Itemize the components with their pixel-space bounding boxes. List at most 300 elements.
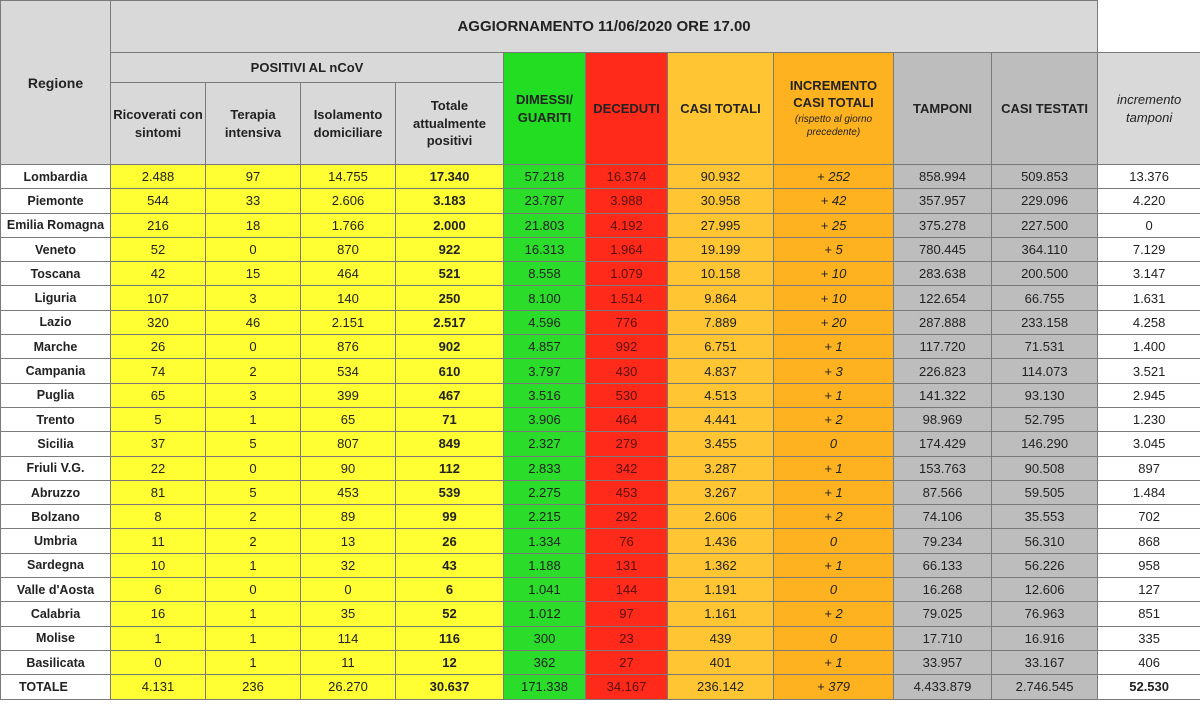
totale-positivi-value: 922	[396, 237, 504, 261]
terapia-value: 15	[206, 262, 301, 286]
terapia-value: 0	[206, 237, 301, 261]
incremento-value: + 42	[774, 189, 894, 213]
table-row	[1, 335, 1200, 359]
ricoverati-value: 42	[111, 262, 206, 286]
region-name: Molise	[1, 626, 111, 650]
isolamento-value: 876	[301, 335, 396, 359]
deceduti-value: 4.192	[586, 213, 668, 237]
tamponi-value: 17.710	[894, 626, 992, 650]
header-regione: Regione	[1, 1, 111, 165]
casi-totali-value: 4.513	[668, 383, 774, 407]
terapia-value: 236	[206, 675, 301, 699]
header-incremento-label: INCREMENTO CASI TOTALI	[789, 77, 878, 110]
totale-positivi-value: 849	[396, 432, 504, 456]
dimessi-value: 16.313	[504, 237, 586, 261]
incremento-value: + 1	[774, 456, 894, 480]
incremento-tamponi-value: 3.045	[1098, 432, 1200, 456]
region-name: Puglia	[1, 383, 111, 407]
table-row	[1, 383, 1200, 407]
incremento-value: + 1	[774, 335, 894, 359]
incremento-tamponi-value: 7.129	[1098, 237, 1200, 261]
dimessi-value: 300	[504, 626, 586, 650]
ricoverati-value: 216	[111, 213, 206, 237]
casi-testati-value: 66.755	[992, 286, 1098, 310]
region-name: Piemonte	[1, 189, 111, 213]
deceduti-value: 464	[586, 407, 668, 431]
region-name: Liguria	[1, 286, 111, 310]
tamponi-value: 4.433.879	[894, 675, 992, 699]
header-casi-testati: CASI TESTATI	[992, 53, 1098, 165]
ricoverati-value: 107	[111, 286, 206, 310]
terapia-value: 97	[206, 165, 301, 189]
region-name: Lombardia	[1, 165, 111, 189]
terapia-value: 5	[206, 480, 301, 504]
ricoverati-value: 11	[111, 529, 206, 553]
terapia-value: 1	[206, 650, 301, 674]
totale-positivi-value: 467	[396, 383, 504, 407]
incremento-value: + 1	[774, 383, 894, 407]
deceduti-value: 530	[586, 383, 668, 407]
region-name: Bolzano	[1, 505, 111, 529]
ricoverati-value: 52	[111, 237, 206, 261]
table-row	[1, 213, 1200, 237]
incremento-tamponi-value: 0	[1098, 213, 1200, 237]
isolamento-value: 140	[301, 286, 396, 310]
totale-positivi-value: 2.000	[396, 213, 504, 237]
casi-totali-value: 6.751	[668, 335, 774, 359]
terapia-value: 1	[206, 553, 301, 577]
deceduti-value: 27	[586, 650, 668, 674]
tamponi-value: 117.720	[894, 335, 992, 359]
ricoverati-value: 4.131	[111, 675, 206, 699]
incremento-tamponi-value: 2.945	[1098, 383, 1200, 407]
casi-totali-value: 401	[668, 650, 774, 674]
header-deceduti: DECEDUTI	[586, 53, 668, 165]
deceduti-value: 144	[586, 578, 668, 602]
header-dimessi	[504, 53, 586, 165]
header-casi-totali: CASI TOTALI	[668, 53, 774, 165]
incremento-value: + 10	[774, 286, 894, 310]
region-name: Trento	[1, 407, 111, 431]
tamponi-value: 122.654	[894, 286, 992, 310]
casi-testati-value: 233.158	[992, 310, 1098, 334]
dimessi-value: 57.218	[504, 165, 586, 189]
isolamento-value: 870	[301, 237, 396, 261]
casi-totali-value: 1.161	[668, 602, 774, 626]
deceduti-value: 453	[586, 480, 668, 504]
totale-positivi-value: 2.517	[396, 310, 504, 334]
dimessi-value: 3.516	[504, 383, 586, 407]
isolamento-value: 453	[301, 480, 396, 504]
region-name: Veneto	[1, 237, 111, 261]
isolamento-value: 2.151	[301, 310, 396, 334]
isolamento-value: 26.270	[301, 675, 396, 699]
dimessi-value: 3.797	[504, 359, 586, 383]
incremento-tamponi-value: 1.400	[1098, 335, 1200, 359]
incremento-value: + 379	[774, 675, 894, 699]
deceduti-value: 97	[586, 602, 668, 626]
dimessi-value: 8.558	[504, 262, 586, 286]
casi-totali-value: 1.191	[668, 578, 774, 602]
casi-testati-value: 364.110	[992, 237, 1098, 261]
totale-positivi-value: 610	[396, 359, 504, 383]
deceduti-value: 430	[586, 359, 668, 383]
deceduti-value: 342	[586, 456, 668, 480]
terapia-value: 2	[206, 359, 301, 383]
casi-totali-value: 1.362	[668, 553, 774, 577]
header-incremento-note: (rispetto al giorno precedente)	[794, 114, 873, 139]
casi-totali-value: 7.889	[668, 310, 774, 334]
incremento-tamponi-value: 3.147	[1098, 262, 1200, 286]
ricoverati-value: 74	[111, 359, 206, 383]
incremento-tamponi-value: 958	[1098, 553, 1200, 577]
tamponi-value: 283.638	[894, 262, 992, 286]
incremento-value: + 2	[774, 602, 894, 626]
ricoverati-value: 22	[111, 456, 206, 480]
deceduti-value: 1.514	[586, 286, 668, 310]
header-incremento	[774, 53, 894, 165]
deceduti-value: 23	[586, 626, 668, 650]
header-ricoverati: Ricoverati con sintomi	[111, 83, 206, 165]
region-name: Toscana	[1, 262, 111, 286]
casi-testati-value: 56.310	[992, 529, 1098, 553]
incremento-tamponi-value: 4.220	[1098, 189, 1200, 213]
table-row	[1, 602, 1200, 626]
tamponi-value: 858.994	[894, 165, 992, 189]
ricoverati-value: 65	[111, 383, 206, 407]
terapia-value: 3	[206, 286, 301, 310]
table-row	[1, 578, 1200, 602]
deceduti-value: 292	[586, 505, 668, 529]
table-row	[1, 626, 1200, 650]
table-row	[1, 262, 1200, 286]
casi-testati-value: 52.795	[992, 407, 1098, 431]
ricoverati-value: 5	[111, 407, 206, 431]
tamponi-value: 79.025	[894, 602, 992, 626]
header-tamponi: TAMPONI	[894, 53, 992, 165]
terapia-value: 2	[206, 529, 301, 553]
table-row	[1, 165, 1200, 189]
tamponi-value: 98.969	[894, 407, 992, 431]
tamponi-value: 16.268	[894, 578, 992, 602]
deceduti-value: 992	[586, 335, 668, 359]
region-name: Lazio	[1, 310, 111, 334]
casi-totali-value: 236.142	[668, 675, 774, 699]
tamponi-value: 357.957	[894, 189, 992, 213]
region-name: Emilia Romagna	[1, 213, 111, 237]
ricoverati-value: 2.488	[111, 165, 206, 189]
isolamento-value: 114	[301, 626, 396, 650]
tamponi-value: 79.234	[894, 529, 992, 553]
total-row	[1, 675, 1200, 699]
totale-positivi-value: 26	[396, 529, 504, 553]
region-name: Abruzzo	[1, 480, 111, 504]
ricoverati-value: 16	[111, 602, 206, 626]
tamponi-value: 174.429	[894, 432, 992, 456]
casi-totali-value: 30.958	[668, 189, 774, 213]
table-body	[1, 165, 1200, 700]
casi-totali-value: 1.436	[668, 529, 774, 553]
totale-positivi-value: 52	[396, 602, 504, 626]
casi-testati-value: 200.500	[992, 262, 1098, 286]
incremento-tamponi-value: 127	[1098, 578, 1200, 602]
isolamento-value: 464	[301, 262, 396, 286]
table-row	[1, 529, 1200, 553]
incremento-value: + 2	[774, 505, 894, 529]
casi-testati-value: 509.853	[992, 165, 1098, 189]
totale-positivi-value: 17.340	[396, 165, 504, 189]
table-row	[1, 553, 1200, 577]
table-row	[1, 237, 1200, 261]
incremento-value: + 25	[774, 213, 894, 237]
dimessi-value: 4.857	[504, 335, 586, 359]
tamponi-value: 66.133	[894, 553, 992, 577]
casi-testati-value: 33.167	[992, 650, 1098, 674]
casi-totali-value: 19.199	[668, 237, 774, 261]
region-name: Valle d'Aosta	[1, 578, 111, 602]
casi-testati-value: 35.553	[992, 505, 1098, 529]
dimessi-value: 3.906	[504, 407, 586, 431]
region-name: TOTALE	[1, 675, 111, 699]
deceduti-value: 76	[586, 529, 668, 553]
isolamento-value: 534	[301, 359, 396, 383]
isolamento-value: 35	[301, 602, 396, 626]
dimessi-value: 171.338	[504, 675, 586, 699]
totale-positivi-value: 112	[396, 456, 504, 480]
ricoverati-value: 37	[111, 432, 206, 456]
dimessi-value: 23.787	[504, 189, 586, 213]
isolamento-value: 0	[301, 578, 396, 602]
incremento-tamponi-value: 1.631	[1098, 286, 1200, 310]
incremento-tamponi-value: 851	[1098, 602, 1200, 626]
casi-totali-value: 2.606	[668, 505, 774, 529]
incremento-value: + 1	[774, 553, 894, 577]
incremento-tamponi-value: 1.484	[1098, 480, 1200, 504]
casi-testati-value: 12.606	[992, 578, 1098, 602]
deceduti-value: 16.374	[586, 165, 668, 189]
header-blank	[1098, 1, 1200, 53]
dimessi-value: 2.275	[504, 480, 586, 504]
region-name: Sardegna	[1, 553, 111, 577]
totale-positivi-value: 902	[396, 335, 504, 359]
deceduti-value: 34.167	[586, 675, 668, 699]
deceduti-value: 3.988	[586, 189, 668, 213]
ricoverati-value: 6	[111, 578, 206, 602]
region-name: Marche	[1, 335, 111, 359]
terapia-value: 1	[206, 602, 301, 626]
table-row	[1, 432, 1200, 456]
terapia-value: 18	[206, 213, 301, 237]
isolamento-value: 89	[301, 505, 396, 529]
incremento-value: 0	[774, 432, 894, 456]
tamponi-value: 287.888	[894, 310, 992, 334]
casi-totali-value: 4.441	[668, 407, 774, 431]
ricoverati-value: 26	[111, 335, 206, 359]
ricoverati-value: 1	[111, 626, 206, 650]
header-totale-positivi: Totale attualmente positivi	[396, 83, 504, 165]
incremento-value: + 1	[774, 650, 894, 674]
header-positivi: POSITIVI AL nCoV	[111, 53, 504, 83]
table-row	[1, 650, 1200, 674]
region-name: Umbria	[1, 529, 111, 553]
incremento-tamponi-value: 3.521	[1098, 359, 1200, 383]
casi-testati-value: 229.096	[992, 189, 1098, 213]
dimessi-value: 2.327	[504, 432, 586, 456]
casi-testati-value: 2.746.545	[992, 675, 1098, 699]
casi-testati-value: 146.290	[992, 432, 1098, 456]
isolamento-value: 14.755	[301, 165, 396, 189]
casi-totali-value: 9.864	[668, 286, 774, 310]
tamponi-value: 780.445	[894, 237, 992, 261]
tamponi-value: 141.322	[894, 383, 992, 407]
terapia-value: 0	[206, 456, 301, 480]
ricoverati-value: 81	[111, 480, 206, 504]
table-row	[1, 505, 1200, 529]
isolamento-value: 90	[301, 456, 396, 480]
incremento-value: + 252	[774, 165, 894, 189]
casi-totali-value: 4.837	[668, 359, 774, 383]
casi-testati-value: 71.531	[992, 335, 1098, 359]
incremento-tamponi-value: 897	[1098, 456, 1200, 480]
incremento-value: + 5	[774, 237, 894, 261]
casi-testati-value: 227.500	[992, 213, 1098, 237]
dimessi-value: 1.334	[504, 529, 586, 553]
incremento-tamponi-value: 868	[1098, 529, 1200, 553]
incremento-tamponi-value: 406	[1098, 650, 1200, 674]
table-row	[1, 189, 1200, 213]
totale-positivi-value: 12	[396, 650, 504, 674]
incremento-tamponi-value: 13.376	[1098, 165, 1200, 189]
casi-totali-value: 10.158	[668, 262, 774, 286]
dimessi-value: 2.215	[504, 505, 586, 529]
tamponi-value: 74.106	[894, 505, 992, 529]
tamponi-value: 226.823	[894, 359, 992, 383]
casi-totali-value: 3.455	[668, 432, 774, 456]
casi-totali-value: 439	[668, 626, 774, 650]
header-dimessi-label: DIMESSI/ GUARITI	[515, 91, 574, 125]
ricoverati-value: 320	[111, 310, 206, 334]
incremento-tamponi-value: 4.258	[1098, 310, 1200, 334]
totale-positivi-value: 71	[396, 407, 504, 431]
incremento-value: + 2	[774, 407, 894, 431]
totale-positivi-value: 6	[396, 578, 504, 602]
ricoverati-value: 0	[111, 650, 206, 674]
isolamento-value: 1.766	[301, 213, 396, 237]
tamponi-value: 153.763	[894, 456, 992, 480]
dimessi-value: 1.012	[504, 602, 586, 626]
terapia-value: 0	[206, 335, 301, 359]
table-row	[1, 286, 1200, 310]
terapia-value: 1	[206, 626, 301, 650]
isolamento-value: 807	[301, 432, 396, 456]
isolamento-value: 11	[301, 650, 396, 674]
region-name: Friuli V.G.	[1, 456, 111, 480]
incremento-value: 0	[774, 578, 894, 602]
isolamento-value: 13	[301, 529, 396, 553]
deceduti-value: 1.079	[586, 262, 668, 286]
incremento-tamponi-value: 702	[1098, 505, 1200, 529]
table-row	[1, 456, 1200, 480]
ricoverati-value: 544	[111, 189, 206, 213]
region-name: Calabria	[1, 602, 111, 626]
incremento-tamponi-value: 52.530	[1098, 675, 1200, 699]
table-row	[1, 359, 1200, 383]
tamponi-value: 375.278	[894, 213, 992, 237]
totale-positivi-value: 521	[396, 262, 504, 286]
tamponi-value: 33.957	[894, 650, 992, 674]
isolamento-value: 65	[301, 407, 396, 431]
terapia-value: 3	[206, 383, 301, 407]
incremento-value: + 3	[774, 359, 894, 383]
terapia-value: 2	[206, 505, 301, 529]
incremento-value: + 1	[774, 480, 894, 504]
totale-positivi-value: 30.637	[396, 675, 504, 699]
deceduti-value: 279	[586, 432, 668, 456]
casi-totali-value: 3.287	[668, 456, 774, 480]
isolamento-value: 399	[301, 383, 396, 407]
dimessi-value: 1.041	[504, 578, 586, 602]
dimessi-value: 8.100	[504, 286, 586, 310]
casi-testati-value: 59.505	[992, 480, 1098, 504]
totale-positivi-value: 99	[396, 505, 504, 529]
table-row	[1, 407, 1200, 431]
ricoverati-value: 8	[111, 505, 206, 529]
casi-totali-value: 27.995	[668, 213, 774, 237]
incremento-value: 0	[774, 626, 894, 650]
region-name: Basilicata	[1, 650, 111, 674]
header-isolamento: Isolamento domiciliare	[301, 83, 396, 165]
terapia-value: 33	[206, 189, 301, 213]
casi-testati-value: 16.916	[992, 626, 1098, 650]
totale-positivi-value: 43	[396, 553, 504, 577]
dimessi-value: 21.803	[504, 213, 586, 237]
incremento-value: + 10	[774, 262, 894, 286]
totale-positivi-value: 116	[396, 626, 504, 650]
casi-testati-value: 114.073	[992, 359, 1098, 383]
terapia-value: 5	[206, 432, 301, 456]
table-row	[1, 480, 1200, 504]
deceduti-value: 1.964	[586, 237, 668, 261]
region-name: Sicilia	[1, 432, 111, 456]
incremento-tamponi-value: 1.230	[1098, 407, 1200, 431]
terapia-value: 0	[206, 578, 301, 602]
isolamento-value: 32	[301, 553, 396, 577]
incremento-value: + 20	[774, 310, 894, 334]
totale-positivi-value: 539	[396, 480, 504, 504]
dimessi-value: 362	[504, 650, 586, 674]
region-name: Campania	[1, 359, 111, 383]
casi-testati-value: 56.226	[992, 553, 1098, 577]
terapia-value: 46	[206, 310, 301, 334]
tamponi-value: 87.566	[894, 480, 992, 504]
isolamento-value: 2.606	[301, 189, 396, 213]
totale-positivi-value: 3.183	[396, 189, 504, 213]
casi-testati-value: 90.508	[992, 456, 1098, 480]
deceduti-value: 776	[586, 310, 668, 334]
deceduti-value: 131	[586, 553, 668, 577]
dimessi-value: 1.188	[504, 553, 586, 577]
dimessi-value: 4.596	[504, 310, 586, 334]
incremento-value: 0	[774, 529, 894, 553]
table-row	[1, 310, 1200, 334]
casi-totali-value: 3.267	[668, 480, 774, 504]
ricoverati-value: 10	[111, 553, 206, 577]
header-terapia: Terapia intensiva	[206, 83, 301, 165]
casi-testati-value: 93.130	[992, 383, 1098, 407]
casi-totali-value: 90.932	[668, 165, 774, 189]
page-title: AGGIORNAMENTO 11/06/2020 ORE 17.00	[111, 1, 1098, 53]
header-incremento-tamponi: incremento tamponi	[1098, 53, 1200, 165]
